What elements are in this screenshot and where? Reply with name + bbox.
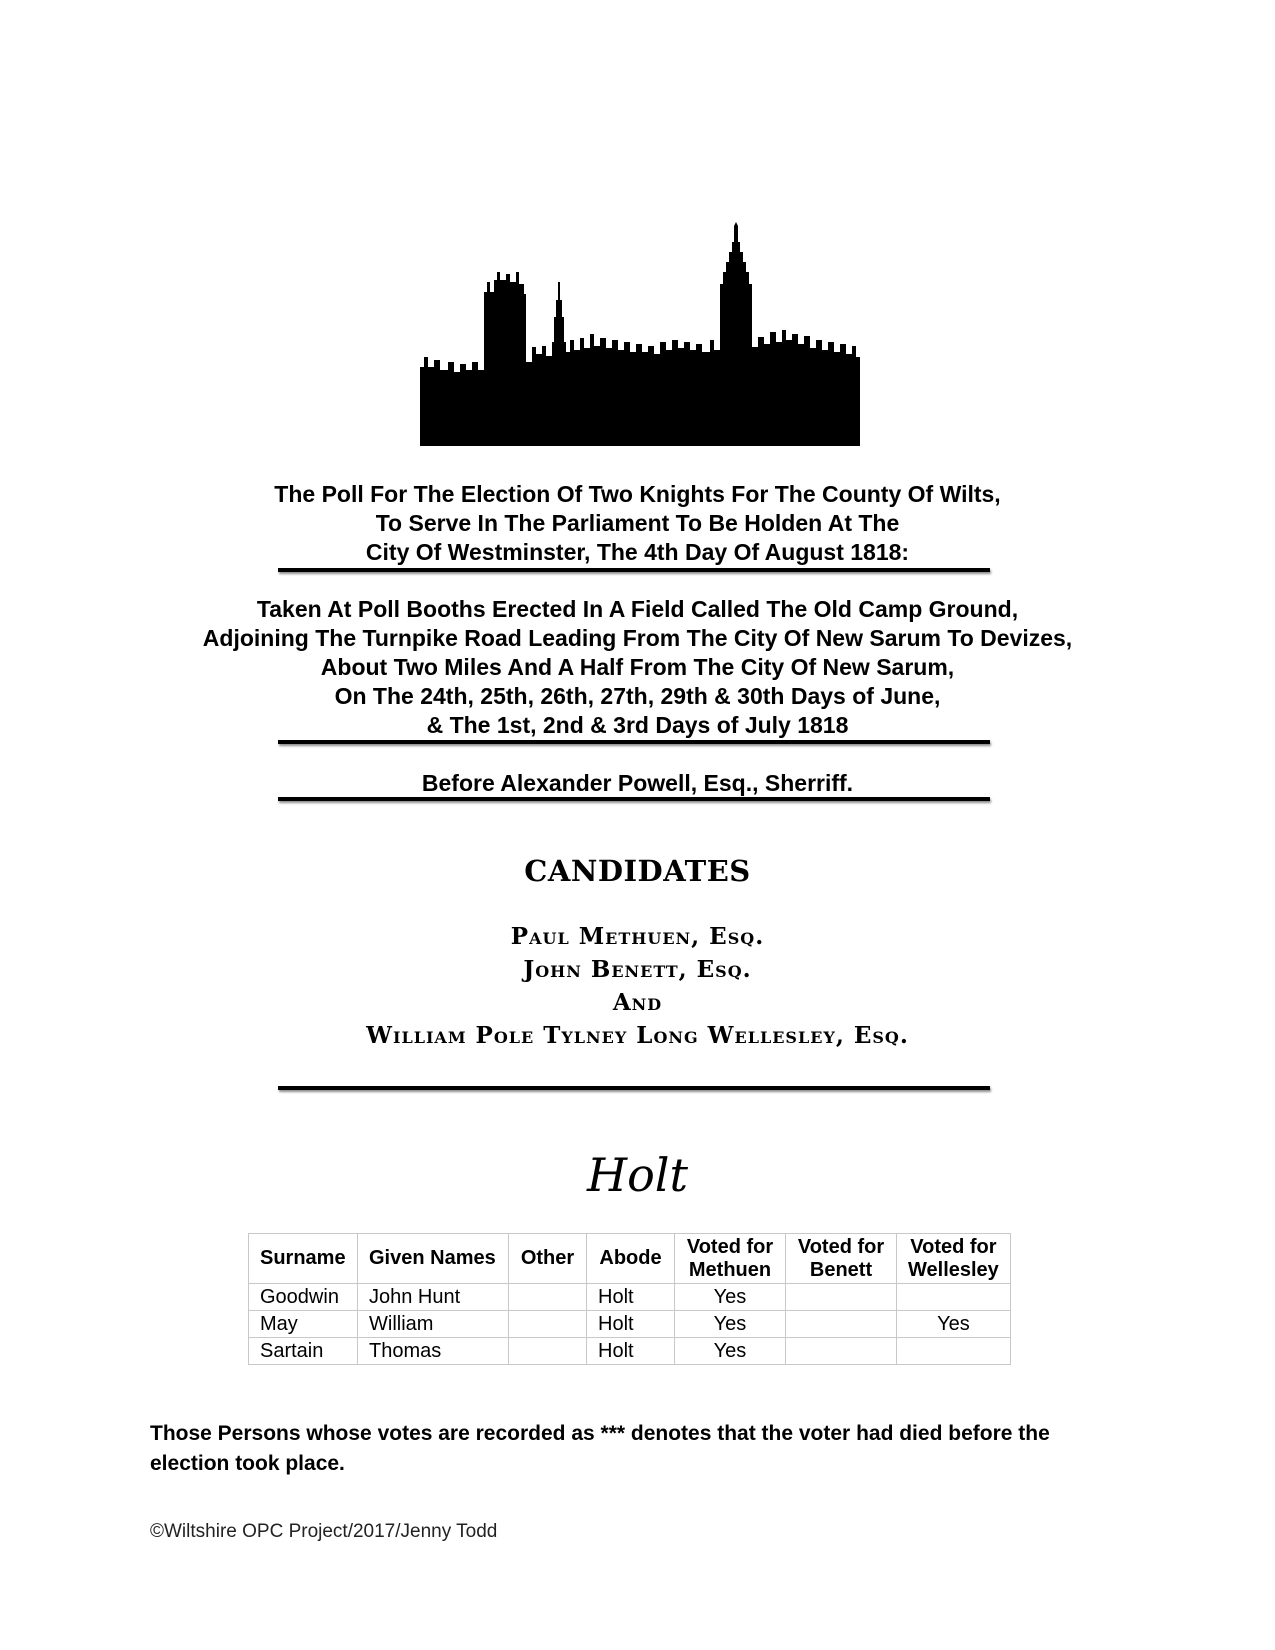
location-line: Taken At Poll Booths Erected In A Field Called The Old Camp Ground,	[256, 596, 1019, 622]
cell-voted-methuen: Yes	[675, 1338, 786, 1365]
table-header-row	[249, 1234, 1011, 1284]
cell-abode: Holt	[587, 1338, 675, 1365]
cell-given-names: William	[358, 1311, 509, 1338]
candidates-heading: CANDIDATES	[524, 854, 751, 888]
cell-given-names: John Hunt	[358, 1284, 509, 1311]
title-line: City Of Westminster, The 4th Day Of August 1818:	[365, 539, 910, 565]
cell-voted-wellesley: Yes	[897, 1311, 1011, 1338]
divider-rule	[278, 740, 990, 744]
deceased-voter-note: Those Persons whose votes are recorded as *** denotes that the voter had died before the election took place.	[150, 1422, 1050, 1475]
cell-other	[509, 1311, 587, 1338]
sheriff-line: Before Alexander Powell, Esq., Sherriff.	[421, 770, 854, 796]
table-row	[249, 1338, 1011, 1365]
cell-voted-benett	[786, 1284, 897, 1311]
title-line: The Poll For The Election Of Two Knights For The County Of Wilts,	[274, 481, 1001, 507]
column-header: Other	[509, 1234, 587, 1284]
copyright-footer: ©Wiltshire OPC Project/2017/Jenny Todd	[150, 1521, 498, 1542]
parish-heading: Holt	[586, 1148, 688, 1202]
cell-voted-wellesley	[897, 1284, 1011, 1311]
voter-table	[248, 1233, 1011, 1365]
poll-title	[0, 480, 1275, 567]
column-header: Given Names	[358, 1234, 509, 1284]
candidate-name: William Pole Tylney Long Wellesley, Esq.	[366, 1022, 909, 1049]
poll-location	[0, 595, 1275, 740]
cell-voted-methuen: Yes	[675, 1311, 786, 1338]
cell-voted-benett	[786, 1311, 897, 1338]
cell-given-names: Thomas	[358, 1338, 509, 1365]
location-line: Adjoining The Turnpike Road Leading From The City Of New Sarum To Devizes,	[202, 625, 1073, 651]
cell-voted-benett	[786, 1338, 897, 1365]
title-line: To Serve In The Parliament To Be Holden At The	[375, 510, 900, 536]
column-header: Voted for Wellesley	[897, 1234, 1011, 1284]
candidate-name: John Benett, Esq.	[523, 956, 752, 983]
candidate-conjunction: And	[612, 989, 663, 1016]
cell-surname: Sartain	[249, 1338, 358, 1365]
table-row	[249, 1311, 1011, 1338]
table-row	[249, 1284, 1011, 1311]
cell-other	[509, 1284, 587, 1311]
candidate-name: Paul Methuen, Esq.	[510, 923, 765, 950]
column-header: Surname	[249, 1234, 358, 1284]
divider-rule	[278, 797, 990, 801]
candidate-list	[0, 920, 1275, 1052]
cell-other	[509, 1338, 587, 1365]
column-header: Voted for Benett	[786, 1234, 897, 1284]
cell-surname: May	[249, 1311, 358, 1338]
location-line: About Two Miles And A Half From The City Of New Sarum,	[320, 654, 955, 680]
divider-rule	[278, 1086, 990, 1090]
parliament-skyline-image	[420, 222, 860, 446]
cell-surname: Goodwin	[249, 1284, 358, 1311]
cell-abode: Holt	[587, 1284, 675, 1311]
column-header: Voted for Methuen	[675, 1234, 786, 1284]
location-line: On The 24th, 25th, 26th, 27th, 29th & 30th Days of June,	[334, 683, 941, 709]
cell-voted-methuen: Yes	[675, 1284, 786, 1311]
column-header: Abode	[587, 1234, 675, 1284]
cell-voted-wellesley	[897, 1338, 1011, 1365]
divider-rule	[278, 568, 990, 572]
cell-abode: Holt	[587, 1311, 675, 1338]
location-line: & The 1st, 2nd & 3rd Days of July 1818	[426, 712, 849, 738]
